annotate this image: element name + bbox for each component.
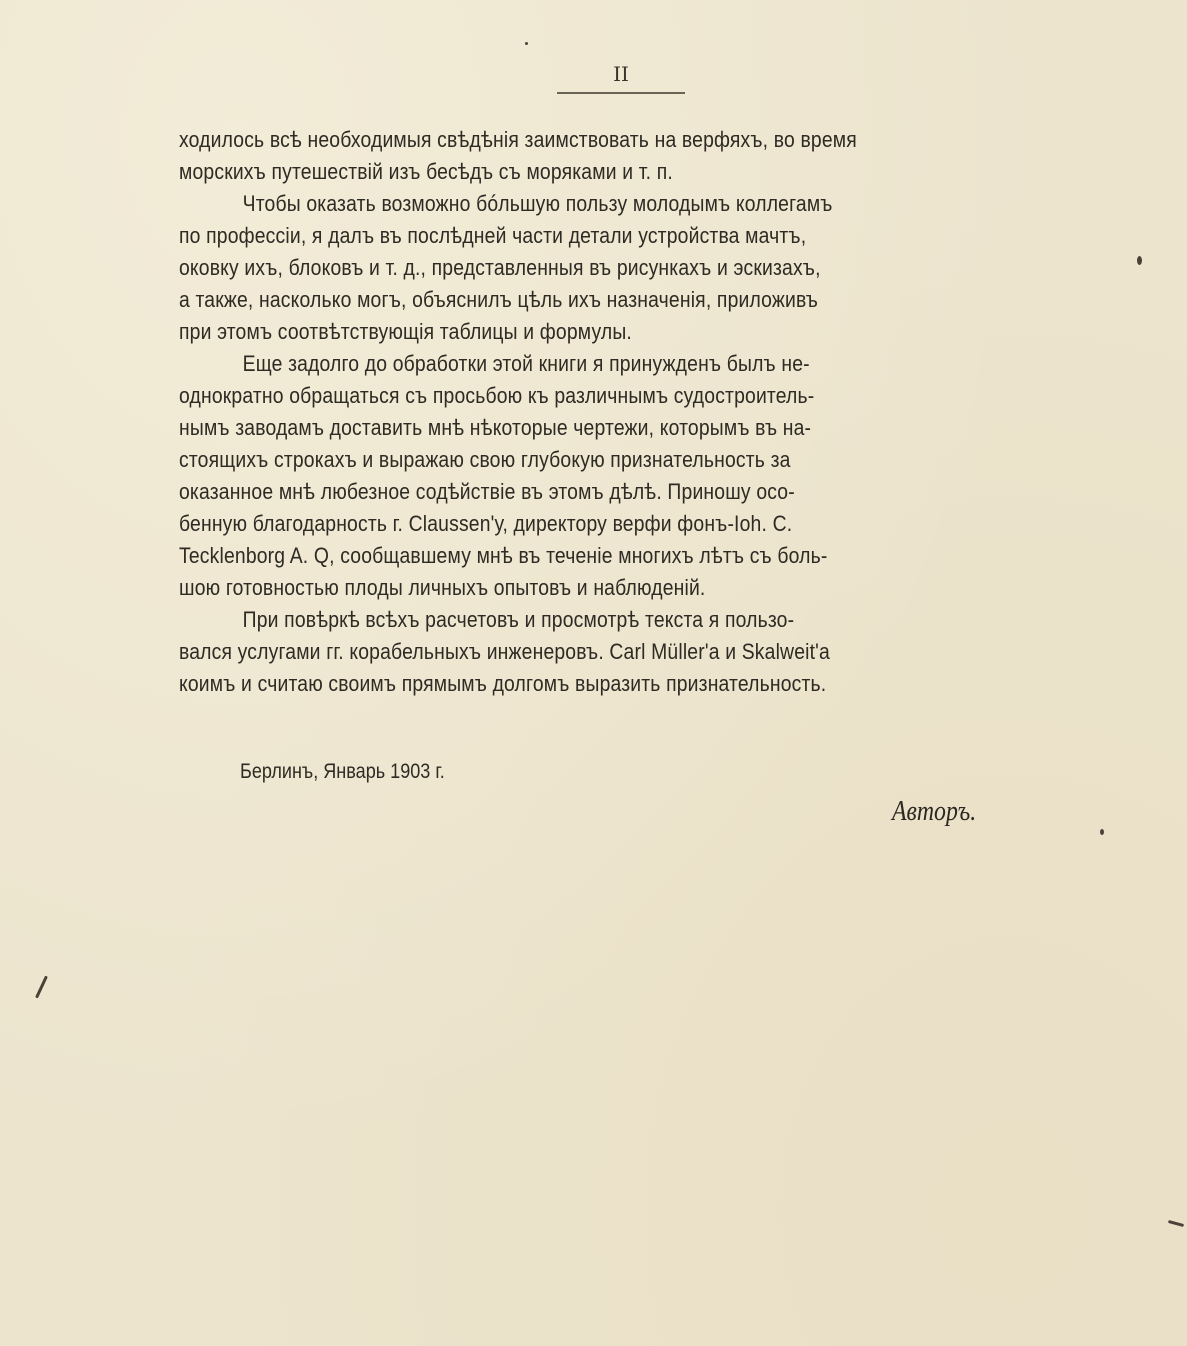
- text-line: Tecklenborg A. Q, сообщавшему мнѣ въ теченіе многихъ лѣтъ съ боль-: [179, 543, 828, 568]
- text-line: Еще задолго до обработки этой книги я принужденъ былъ не-: [242, 351, 810, 376]
- text-line: однократно обращаться съ просьбою къ различнымъ судостроитель-: [179, 383, 815, 408]
- paragraph-4: [179, 604, 1068, 700]
- text-line: коимъ и считаю своимъ прямымъ долгомъ выразить признательность.: [179, 671, 827, 696]
- text-line: нымъ заводамъ доставить мнѣ нѣкоторые чертежи, которымъ въ на-: [179, 415, 812, 440]
- text-line: шою готовностью плоды личныхъ опытовъ и наблюденій.: [179, 575, 706, 600]
- text-line: стоящихъ строкахъ и выражаю свою глубокую признательность за: [179, 447, 791, 472]
- paragraph-2: [179, 188, 1068, 348]
- page-number-rule: [557, 92, 685, 94]
- text-line: оказанное мнѣ любезное содѣйствіе въ этомъ дѣлѣ. Приношу осо-: [179, 479, 795, 504]
- scan-speck: [1137, 256, 1142, 265]
- text-line: оковку ихъ, блоковъ и т. д., представленныя въ рисункахъ и эскизахъ,: [179, 255, 821, 280]
- paragraph-1: [179, 124, 1068, 188]
- dateline: Берлинъ, Январь 1903 г.: [240, 760, 445, 783]
- text-line: ходилось всѣ необходимыя свѣдѣнія заимствовать на верфяхъ, во время: [179, 127, 857, 152]
- author-signature: Авторъ.: [892, 796, 977, 827]
- text-line: а также, насколько могъ, объяснилъ цѣль ихъ назначенія, приложивъ: [179, 287, 819, 312]
- scan-mark: [35, 975, 48, 998]
- text-line: Чтобы оказать возможно бóльшую пользу молодымъ коллегамъ: [242, 191, 833, 216]
- scan-mark: [1168, 1220, 1184, 1227]
- text-line: вался услугами гг. корабельныхъ инженеровъ. Carl Müller'a и Skalweit'a: [179, 639, 830, 664]
- text-line: При повѣркѣ всѣхъ расчетовъ и просмотрѣ текста я пользо-: [242, 607, 795, 632]
- text-line: бенную благодарность г. Claussen'у, директору верфи фонъ-Ioh. C.: [179, 511, 793, 536]
- scan-speck: [525, 42, 528, 45]
- text-line: морскихъ путешествій изъ бесѣдъ съ моряками и т. п.: [179, 159, 673, 184]
- text-line: по профессіи, я далъ въ послѣдней части детали устройства мачтъ,: [179, 223, 807, 248]
- body-text: [179, 124, 1068, 700]
- paragraph-3: [179, 348, 1068, 604]
- scan-speck: [1100, 829, 1104, 835]
- text-line: при этомъ соотвѣтствующія таблицы и формулы.: [179, 319, 632, 344]
- page-number: II: [613, 62, 629, 86]
